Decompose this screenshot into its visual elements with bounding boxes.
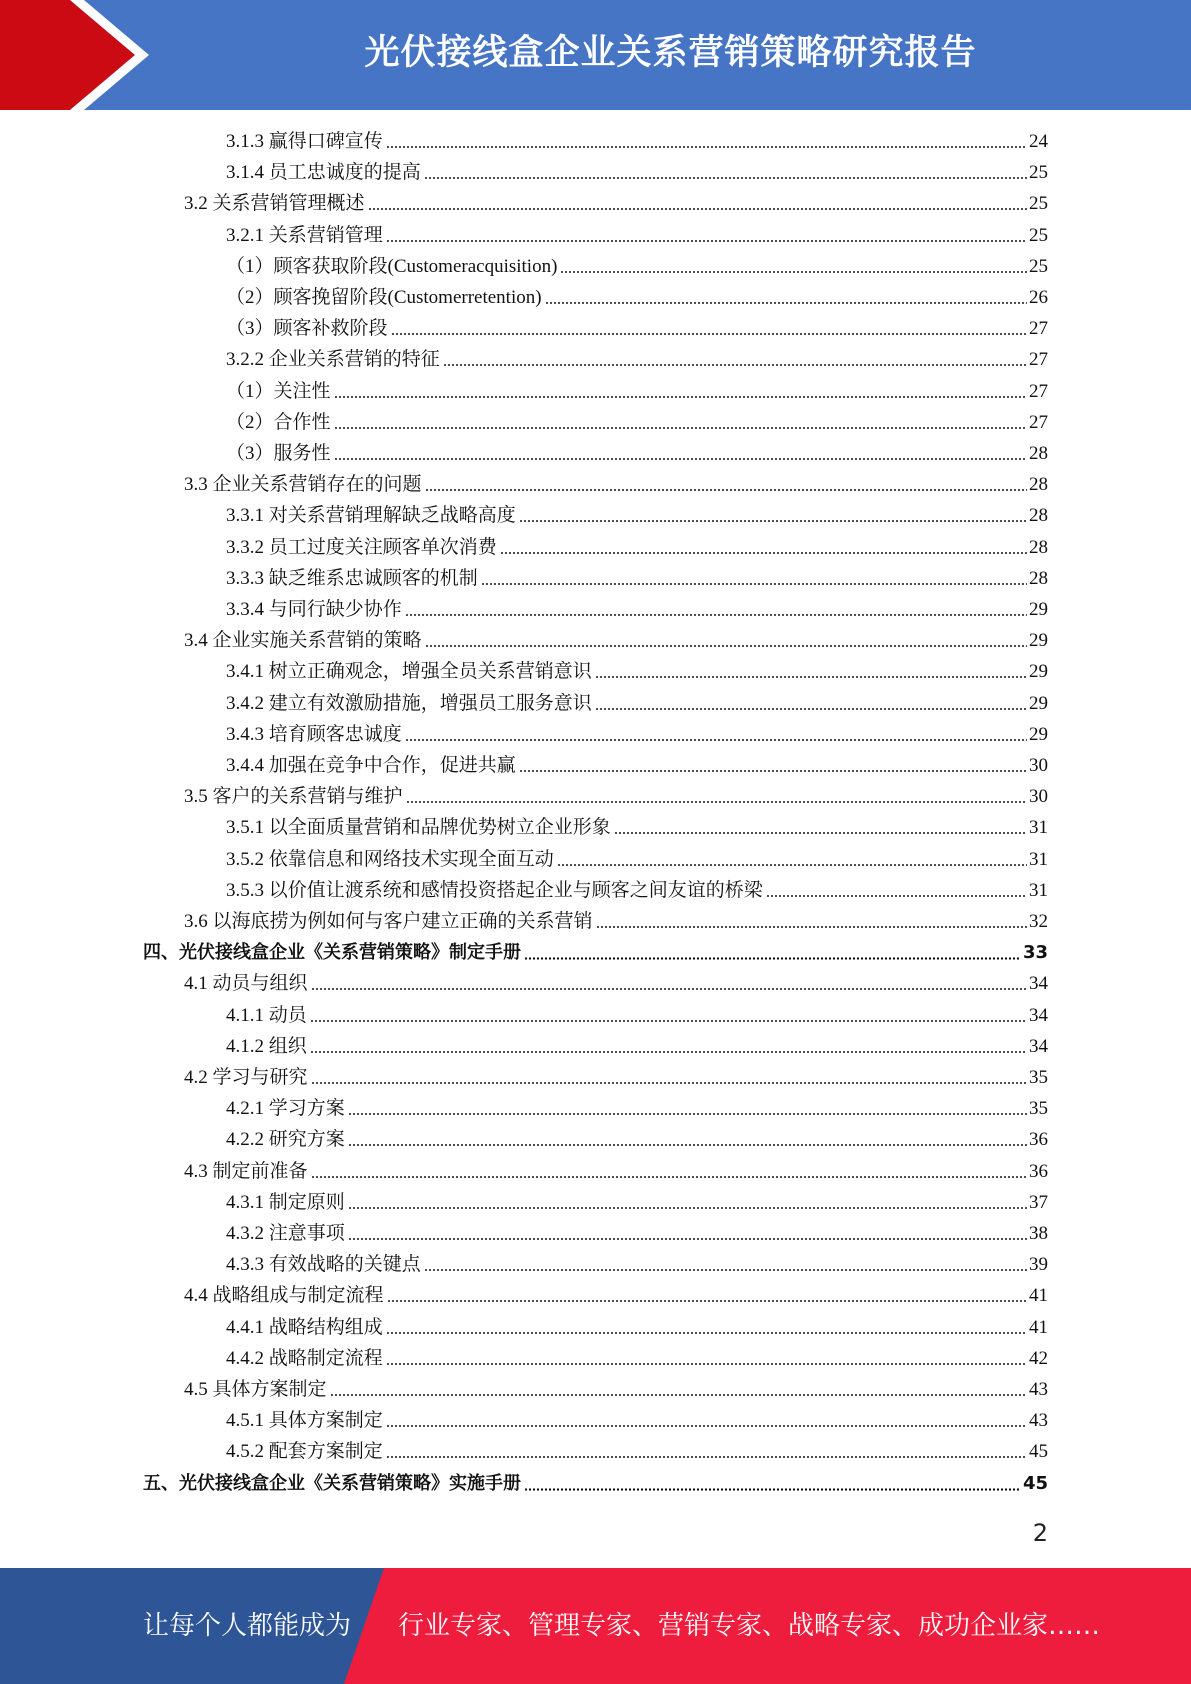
toc-entry-title: 3.2 关系营销管理概述 — [184, 193, 365, 215]
toc-entry[interactable] — [226, 1124, 1048, 1155]
toc-entry-page: 28 — [1029, 536, 1048, 558]
toc-entry-page: 36 — [1029, 1129, 1048, 1151]
toc-dot-leader — [348, 1238, 1027, 1240]
toc-entry[interactable] — [226, 376, 1048, 407]
toc-dot-leader — [519, 520, 1027, 522]
toc-entry[interactable] — [226, 750, 1048, 781]
toc-entry-page: 29 — [1029, 661, 1048, 683]
toc-entry-title: 3.5.2 依靠信息和网络技术实现全面互动 — [226, 848, 554, 870]
toc-entry-page: 42 — [1029, 1347, 1048, 1369]
toc-dot-leader — [311, 988, 1027, 990]
toc-entry-title: 3.4.2 建立有效激励措施，增强员工服务意识 — [226, 692, 592, 714]
toc-entry-title: 3.5 客户的关系营销与维护 — [184, 786, 403, 808]
toc-entry[interactable] — [226, 407, 1048, 438]
toc-entry-title: 3.3.1 对关系营销理解缺乏战略高度 — [226, 505, 516, 527]
toc-entry-title: （3）服务性 — [226, 443, 331, 464]
toc-entry-title: 4.2.1 学习方案 — [226, 1098, 345, 1120]
toc-entry[interactable] — [184, 1280, 1048, 1311]
toc-entry-title: （3）顾客补救阶段 — [226, 318, 388, 340]
toc-dot-leader — [368, 208, 1027, 210]
toc-dot-leader — [481, 583, 1027, 585]
toc-entry[interactable] — [226, 1405, 1048, 1436]
toc-entry[interactable] — [226, 313, 1048, 344]
toc-entry[interactable] — [226, 1343, 1048, 1374]
toc-entry[interactable] — [226, 844, 1048, 875]
toc-entry-page: 27 — [1029, 411, 1048, 433]
toc-entry-page: 25 — [1029, 193, 1048, 215]
toc-dot-leader — [334, 396, 1027, 398]
toc-dot-leader — [310, 1020, 1027, 1022]
toc-entry[interactable] — [226, 656, 1048, 687]
toc-entry-title: 4.3.3 有效战略的关键点 — [226, 1254, 421, 1276]
toc-entry[interactable] — [226, 875, 1048, 906]
toc-entry-page: 45 — [1029, 1441, 1048, 1463]
toc-entry-page: 35 — [1029, 1098, 1048, 1120]
toc-dot-leader — [386, 1425, 1027, 1427]
toc-entry-title: 4.3 制定前准备 — [184, 1160, 308, 1182]
toc-entry[interactable] — [226, 1218, 1048, 1249]
toc-dot-leader — [524, 957, 1021, 960]
toc-entry[interactable] — [226, 251, 1048, 282]
toc-entry-title: 4.4 战略组成与制定流程 — [184, 1285, 384, 1307]
toc-entry-page: 39 — [1029, 1254, 1048, 1276]
toc-dot-leader — [334, 458, 1027, 460]
toc-entry-title: 3.6 以海底捞为例如何与客户建立正确的关系营销 — [184, 911, 593, 932]
toc-entry-page: 29 — [1029, 723, 1048, 745]
toc-entry[interactable] — [226, 220, 1048, 251]
toc-entry-title: 3.1.3 赢得口碑宣传 — [226, 131, 383, 152]
toc-entry[interactable] — [143, 937, 1048, 968]
toc-dot-leader — [386, 240, 1027, 242]
toc-entry-page: 30 — [1029, 755, 1048, 776]
toc-entry-page: 36 — [1029, 1160, 1048, 1182]
toc-entry-page: 25 — [1029, 162, 1048, 184]
toc-entry-page: 28 — [1029, 567, 1048, 589]
toc-dot-leader — [595, 708, 1027, 710]
toc-entry-page: 28 — [1029, 443, 1048, 464]
toc-entry-page: 43 — [1029, 1379, 1048, 1400]
toc-entry[interactable] — [226, 282, 1048, 313]
toc-entry-page: 30 — [1029, 786, 1048, 808]
toc-entry[interactable] — [226, 1187, 1048, 1218]
toc-entry-page: 38 — [1029, 1223, 1048, 1244]
toc-entry[interactable] — [184, 1156, 1048, 1187]
toc-entry-title: 3.3 企业关系营销存在的问题 — [184, 474, 422, 496]
toc-entry[interactable] — [226, 438, 1048, 469]
toc-dot-leader — [405, 614, 1027, 616]
toc-dot-leader — [424, 1269, 1027, 1271]
toc-entry[interactable] — [226, 688, 1048, 719]
toc-entry-page: 25 — [1029, 224, 1048, 246]
toc-entry-title: 4.3.2 注意事项 — [226, 1223, 345, 1244]
toc-entry[interactable] — [226, 157, 1048, 188]
toc-entry-title: 四、光伏接线盒企业《关系营销策略》制定手册 — [143, 942, 521, 964]
toc-entry-page: 31 — [1029, 817, 1048, 839]
toc-dot-leader — [386, 1332, 1027, 1334]
toc-dot-leader — [557, 864, 1027, 866]
toc-entry-title: 4.1.1 动员 — [226, 1004, 307, 1026]
toc-entry[interactable] — [226, 812, 1048, 843]
toc-entry-title: 3.4.1 树立正确观念，增强全员关系营销意识 — [226, 661, 592, 683]
toc-entry[interactable] — [184, 188, 1048, 219]
toc-entry-title: （2）顾客挽留阶段(Customerretention) — [226, 287, 542, 308]
toc-entry-title: 3.5.1 以全面质量营销和品牌优势树立企业形象 — [226, 817, 611, 839]
toc-entry-title: 3.3.4 与同行缺少协作 — [226, 599, 402, 620]
toc-dot-leader — [425, 645, 1027, 647]
toc-entry[interactable] — [226, 126, 1048, 157]
toc-dot-leader — [596, 926, 1027, 928]
toc-entry-page: 29 — [1029, 599, 1048, 620]
toc-dot-leader — [425, 489, 1027, 491]
toc-entry-page: 37 — [1029, 1191, 1048, 1213]
toc-entry-page: 45 — [1022, 1472, 1048, 1494]
toc-entry[interactable] — [226, 500, 1048, 531]
toc-entry-title: （1）顾客获取阶段(Customeracquisition) — [226, 255, 558, 277]
toc-entry-title: 五、光伏接线盒企业《关系营销策略》实施手册 — [143, 1472, 521, 1494]
toc-entry[interactable] — [226, 719, 1048, 750]
toc-entry-title: 4.1.2 组织 — [226, 1035, 307, 1057]
toc-dot-leader — [519, 770, 1027, 772]
toc-entry-title: 4.4.1 战略结构组成 — [226, 1316, 383, 1338]
toc-entry-title: 4.2 学习与研究 — [184, 1067, 308, 1088]
toc-entry-page: 29 — [1029, 630, 1048, 652]
toc-dot-leader — [387, 1300, 1027, 1302]
toc-dot-leader — [560, 271, 1027, 273]
toc-entry-page: 34 — [1029, 1035, 1048, 1057]
footer-slogan-right: 行业专家、管理专家、营销专家、战略专家、成功企业家…… — [398, 1611, 1101, 1641]
toc-entry-page: 35 — [1029, 1067, 1048, 1088]
toc-entry-page: 28 — [1029, 505, 1048, 527]
toc-dot-leader — [406, 801, 1027, 803]
page-header — [0, 0, 1191, 110]
toc-entry[interactable] — [184, 906, 1048, 937]
toc-entry[interactable] — [226, 1436, 1048, 1467]
toc-entry[interactable] — [184, 625, 1048, 656]
toc-entry-title: 3.4.4 加强在竞争中合作，促进共赢 — [226, 755, 516, 776]
toc-dot-leader — [386, 146, 1027, 148]
toc-entry[interactable] — [226, 344, 1048, 375]
toc-entry-title: 4.5.2 配套方案制定 — [226, 1441, 383, 1463]
toc-entry[interactable] — [184, 469, 1048, 500]
toc-entry[interactable] — [184, 1374, 1048, 1405]
toc-entry-page: 41 — [1029, 1285, 1048, 1307]
toc-dot-leader — [334, 427, 1027, 429]
toc-dot-leader — [330, 1394, 1027, 1396]
toc-entry-page: 32 — [1029, 911, 1048, 932]
toc-entry-title: 4.5 具体方案制定 — [184, 1379, 327, 1400]
toc-entry-page: 34 — [1029, 973, 1048, 995]
toc-entry-page: 24 — [1029, 131, 1048, 152]
toc-entry-title: 4.4.2 战略制定流程 — [226, 1347, 383, 1369]
toc-entry-title: 3.2.2 企业关系营销的特征 — [226, 349, 440, 371]
toc-entry[interactable] — [226, 1000, 1048, 1031]
toc-entry-page: 29 — [1029, 692, 1048, 714]
toc-entry-page: 31 — [1029, 879, 1048, 901]
toc-entry-title: 3.3.3 缺乏维系忠诚顾客的机制 — [226, 567, 478, 589]
toc-entry-title: （2）合作性 — [226, 411, 331, 433]
toc-dot-leader — [311, 1082, 1027, 1084]
toc-entry-title: 3.4 企业实施关系营销的策略 — [184, 630, 422, 652]
toc-entry[interactable] — [184, 781, 1048, 812]
toc-dot-leader — [348, 1113, 1027, 1115]
toc-entry-page: 33 — [1022, 942, 1048, 964]
toc-entry[interactable] — [226, 594, 1048, 625]
toc-entry-title: 3.3.2 员工过度关注顾客单次消费 — [226, 536, 497, 558]
toc-entry[interactable] — [226, 1093, 1048, 1124]
toc-entry-page: 26 — [1029, 287, 1048, 308]
toc-entry-page: 27 — [1029, 349, 1048, 371]
toc-dot-leader — [386, 1363, 1027, 1365]
toc-entry[interactable] — [184, 968, 1048, 999]
toc-entry-title: （1）关注性 — [226, 380, 331, 402]
toc-dot-leader — [391, 333, 1027, 335]
toc-dot-leader — [443, 364, 1027, 366]
toc-dot-leader — [405, 739, 1027, 741]
footer-slogan-left: 让每个人都能成为 — [143, 1611, 352, 1641]
toc-dot-leader — [545, 302, 1027, 304]
toc-entry-title: 3.4.3 培育顾客忠诚度 — [226, 723, 402, 745]
toc-entry-title: 4.1 动员与组织 — [184, 973, 308, 995]
report-title: 光伏接线盒企业关系营销策略研究报告 — [364, 33, 977, 73]
toc-entry-title: 4.5.1 具体方案制定 — [226, 1410, 383, 1432]
toc-entry-page: 41 — [1029, 1316, 1048, 1338]
toc-entry-page: 43 — [1029, 1410, 1048, 1432]
toc-entry[interactable] — [143, 1468, 1048, 1499]
toc-dot-leader — [500, 552, 1027, 554]
toc-dot-leader — [524, 1488, 1021, 1491]
toc-entry[interactable] — [226, 1031, 1048, 1062]
toc-entry-page: 25 — [1029, 255, 1048, 277]
page-footer — [0, 1568, 1191, 1684]
toc-dot-leader — [595, 676, 1027, 678]
toc-entry-page: 31 — [1029, 848, 1048, 870]
toc-entry[interactable] — [184, 1062, 1048, 1093]
toc-entry[interactable] — [226, 1312, 1048, 1343]
toc-dot-leader — [386, 1456, 1027, 1458]
toc-entry-title: 4.2.2 研究方案 — [226, 1129, 345, 1151]
page-number: 2 — [1032, 1519, 1048, 1547]
toc-entry-title: 3.5.3 以价值让渡系统和感情投资搭起企业与顾客之间友谊的桥梁 — [226, 879, 763, 901]
toc-entry-page: 34 — [1029, 1004, 1048, 1026]
toc-entry[interactable] — [226, 532, 1048, 563]
toc-entry-title: 3.2.1 关系营销管理 — [226, 224, 383, 246]
toc-entry-page: 28 — [1029, 474, 1048, 496]
toc-entry[interactable] — [226, 563, 1048, 594]
toc-dot-leader — [310, 1051, 1027, 1053]
toc-entry-page: 27 — [1029, 318, 1048, 340]
toc-dot-leader — [766, 895, 1027, 897]
toc-dot-leader — [424, 177, 1027, 179]
toc-entry-page: 27 — [1029, 380, 1048, 402]
toc-dot-leader — [614, 832, 1027, 834]
toc-dot-leader — [348, 1207, 1027, 1209]
toc-entry-title: 4.3.1 制定原则 — [226, 1191, 345, 1213]
toc-entry[interactable] — [226, 1249, 1048, 1280]
toc-dot-leader — [311, 1176, 1027, 1178]
toc-dot-leader — [348, 1144, 1027, 1146]
toc-entry-title: 3.1.4 员工忠诚度的提高 — [226, 162, 421, 184]
